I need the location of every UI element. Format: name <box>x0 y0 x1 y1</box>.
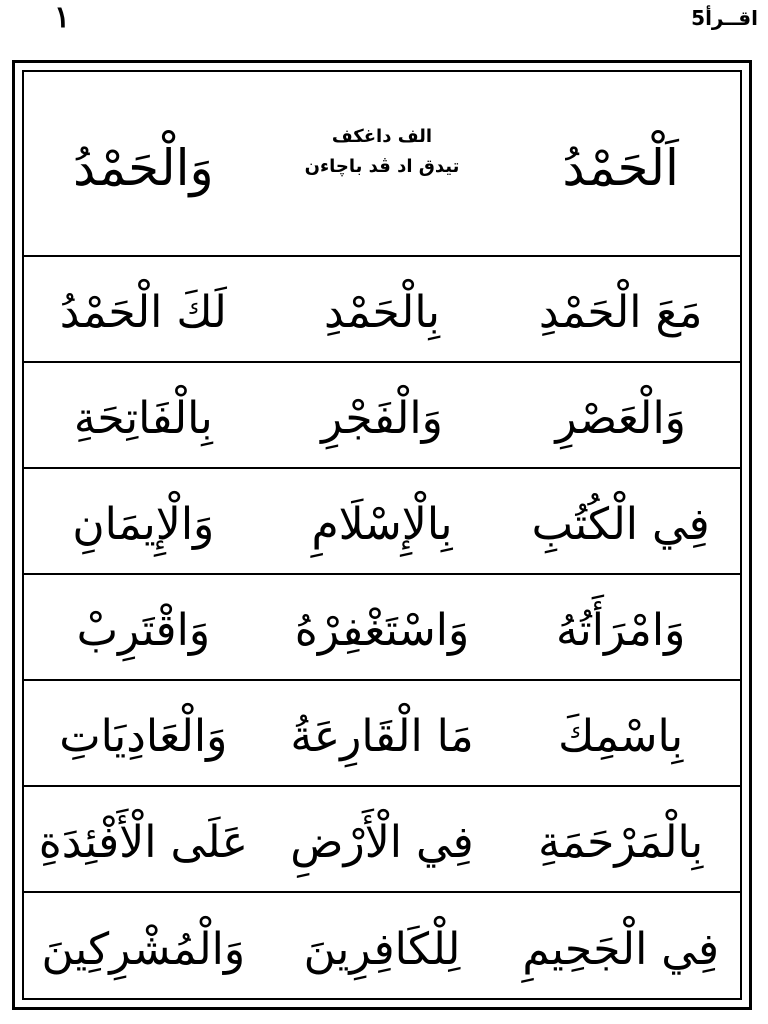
word-cell-center: بِالْإِسْلَامِ <box>311 498 453 550</box>
word-cell-right: بِالْمَرْحَمَةِ <box>538 816 704 868</box>
table-row <box>24 469 740 575</box>
page-header <box>0 0 768 48</box>
word-cell-left: وَالْعَادِيَاتِ <box>59 710 228 762</box>
book-title <box>677 4 758 32</box>
page-frame <box>12 60 752 1010</box>
word-cell-left: بِالْفَاتِحَةِ <box>73 392 213 444</box>
table-row <box>24 787 740 893</box>
table-row <box>24 893 740 999</box>
word-cell-right: بِاسْمِكَ <box>558 710 684 762</box>
word-cell-right: وَالْعَصْرِ <box>555 392 686 444</box>
book-title-text: اقــرأ <box>705 6 758 30</box>
intro-instruction <box>263 122 502 182</box>
table-row <box>24 575 740 681</box>
word-cell-center: مَا الْقَارِعَةُ <box>290 710 474 762</box>
word-cell-right: وَامْرَأَتُهُ <box>555 604 686 656</box>
word-cell-center: بِالْحَمْدِ <box>323 286 440 338</box>
table-row <box>24 681 740 787</box>
page-number: ١ <box>54 0 71 35</box>
word-cell-center: لِلْكَافِرِينَ <box>303 923 461 975</box>
word-cell-left: وَالْمُشْرِكِينَ <box>41 923 246 975</box>
table-row <box>24 257 740 363</box>
word-table <box>22 70 742 1000</box>
table-row <box>24 363 740 469</box>
word-cell-center: وَالْفَجْرِ <box>321 392 443 444</box>
instruction-line-2: تيدق اد ڤد باچاءن <box>304 155 460 177</box>
word-cell-right: فِي الْجَحِيمِ <box>522 923 720 975</box>
word-cell-left: وَاقْتَرِبْ <box>76 604 211 656</box>
intro-left-word: وَالْحَمْدُ <box>72 138 214 197</box>
instruction-line-1: الف داغكف <box>331 125 433 147</box>
intro-right-word: اَلْحَمْدُ <box>562 138 679 197</box>
word-cell-right: مَعَ الْحَمْدِ <box>538 286 703 338</box>
book-level: 5 <box>691 6 706 30</box>
word-cell-right: فِي الْكُتُبِ <box>531 498 710 550</box>
word-cell-left: عَلَى الْأَفْئِدَةِ <box>38 816 248 868</box>
word-cell-center: وَاسْتَغْفِرْهُ <box>294 604 470 656</box>
intro-row <box>24 72 740 257</box>
word-cell-center: فِي الْأَرْضِ <box>290 816 474 868</box>
word-cell-left: وَالْإِيمَانِ <box>72 498 215 550</box>
word-cell-left: لَكَ الْحَمْدُ <box>59 286 227 338</box>
